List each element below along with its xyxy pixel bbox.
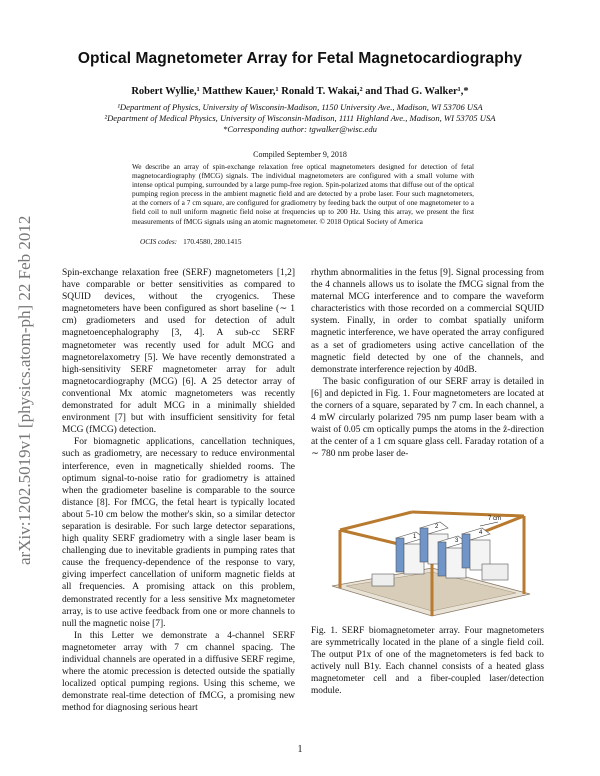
corresponding-author: *Corresponding author: tgwalker@wisc.edu	[223, 124, 377, 134]
spacing-label: 7 cm	[488, 516, 502, 522]
channel-label-1: 1	[413, 534, 417, 540]
channel-label-4: 4	[479, 530, 483, 536]
channel-label-2: 2	[435, 524, 439, 530]
paper-title: Optical Magnetometer Array for Fetal Magnetocardiography	[77, 50, 523, 67]
ocis-label: OCIS codes:	[140, 237, 178, 246]
compiled-date: Compiled September 9, 2018	[253, 150, 347, 159]
affiliation-1: ¹Department of Physics, University of Wisconsin-Madison, 1150 University Ave., Madison, WI 53706 USA	[117, 102, 483, 112]
arxiv-identifier: arXiv:1202.5019v1 [physics.atom-ph] 22 Feb 2012	[15, 215, 34, 565]
module-2-body	[420, 528, 428, 562]
ocis-codes	[132, 237, 474, 246]
arxiv-sidebar	[2, 150, 42, 570]
figure-1-diagram	[312, 498, 544, 618]
module-4-body	[462, 534, 470, 568]
figure-caption: Fig. 1. SERF biomagnetometer array. Four magnetometers are symmetrically located in the plane of a single field coil. The output P1x of one of the magnetometers is fed back to actively null B1y. Each channel consists of a heated glass magnetometer cell and a fiber-coupled laser/detection module.	[311, 626, 544, 696]
paragraph: Spin-exchange relaxation free (SERF) magnetometers [1,2] have comparable or better sensitivities as compared to SQUID devices, without the cryogenics. These magnetometers have been configured as short baseline (∼ 1 cm) gradiometers and used for detection of adult magnetoencephalography [3, 4]. A sub-cc SERF magnetometer was recently used for adult MCG and magnetorelaxometry [5]. We have recently demonstrated a high-sensitivity SERF magnetometer array for adult magnetocardiography (MCG) [6]. A 25 detector array of conventional Mx atomic magnetometers was recently demonstrated for adult MCG in a minimally shielded environment [7] but with insufficient sensitivity for fetal MCG (fMCG) detection.	[62, 268, 295, 436]
module-3-body	[438, 542, 446, 576]
paragraph: The basic configuration of our SERF array is detailed in [6] and depicted in Fig. 1. Four magnetometers are located at the corners of a square, separated by 7 cm. In each channel, a 4 mW circularly polarized 795 nm pump laser beam with a waist of 0.05 cm optically pumps the atoms in the ẑ-direction at the center of a 1 cm square glass cell. Faraday rotation of a ∼ 780 nm probe laser de-	[311, 376, 544, 460]
left-column	[62, 267, 295, 714]
affiliation-2: ²Department of Medical Physics, University of Wisconsin-Madison, 1111 Highland Ave., Madison, WI 53705 USA	[104, 113, 496, 123]
spacing-arrow	[480, 522, 498, 526]
ocis-values: 170.4580, 280.1415	[183, 237, 242, 246]
right-column	[311, 267, 544, 461]
page-number: 1	[297, 744, 303, 755]
paragraph: For biomagnetic applications, cancellation techniques, such as gradiometry, are necessary to reduce environmental interference, even in magnetically shielded rooms. The optimum signal-to-noise ratio for gradiometry is attained when the gradiometer baseline is comparable to the source distance [8]. For fMCG, the fetal heart is typically located about 5-10 cm below the mother's skin, so a similar detector separation is desirable. For such large detector separations, high quality SERF gradiometry with a single laser beam is challenging due to inevitable gradients in pumping rates that cause the frequency-dependence of the response to vary, giving imperfect cancellation of uniform magnetic fields at all frequencies. A promising attack on this problem, demonstrated recently for a less sensitive Mx magnetometer array, is to use active feedback from one or more channels to null the magnetic noise [7].	[62, 437, 295, 629]
paragraph: rhythm abnormalities in the fetus [9]. Signal processing from the 4 channels allows us to isolate the fMCG signal from the maternal MCG interference and to compare the waveform characteristics with those recorded on a commercial SQUID system. Finally, in order to combat spatially uniform magnetic interference, we have operated the array configured as a set of gradiometers using active cancellation of the magnetic field detected by one of the channels, and demonstrate interference rejection by 40dB.	[311, 268, 544, 375]
paragraph: In this Letter we demonstrate a 4-channel SERF magnetometer array with 7 cm channel spacing. The individual channels are operated in a diffusive SERF regime, where the atomic precession is detected outside the spatially localized optical pumping regions. Using this scheme, we demonstrate real-time detection of fMCG, a promising new method for diagnosing serious heart	[62, 630, 295, 714]
module-1-body	[396, 538, 404, 572]
abstract: We describe an array of spin-exchange relaxation free optical magnetometers designed for detection of fetal magnetocardiography (fMCG) signals. The individual magnetometers are configured with a small volume with intense optical pumping, surrounded by a large pump-free region. Spin-polarized atoms that diffuse out of the optical pumping region precess in the ambient magnetic field and are detected by a probe laser. Four such magnetometers, at the corners of a 7 cm square, are configured for gradiometry by feeding back the output of one magnetometer to a field coil to null uniform magnetic field noise at frequencies up to 200 Hz. Using this array, we present the first measurements of fMCG signals using an atomic magnetometer. © 2018 Optical Society of America	[132, 162, 474, 226]
author-list: Robert Wyllie,¹ Matthew Kauer,¹ Ronald T. Wakai,² and Thad G. Walker¹,*	[131, 86, 469, 97]
cable-block	[482, 564, 508, 580]
channel-label-3: 3	[455, 538, 459, 544]
